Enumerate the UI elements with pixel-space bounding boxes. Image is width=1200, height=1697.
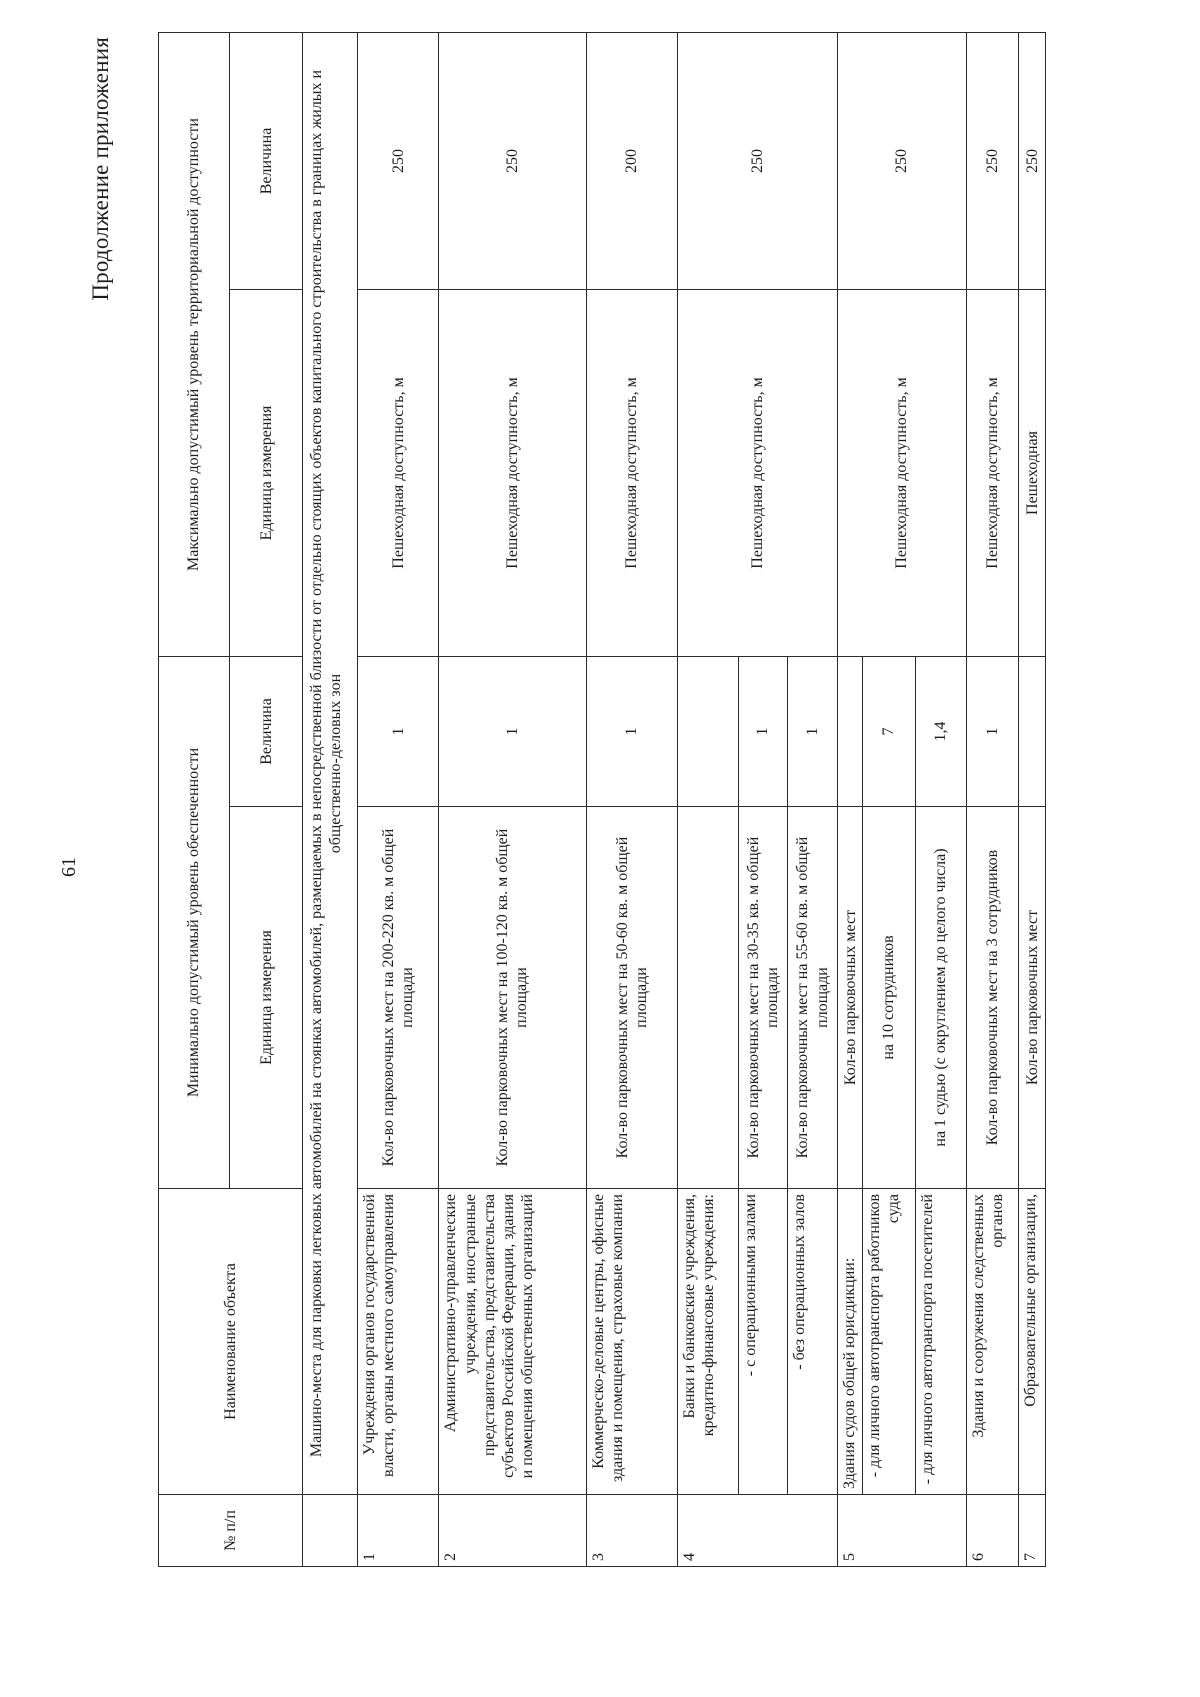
row-min-unit: Кол-во парковочных мест на 50-60 кв. м общей площади <box>586 807 677 1189</box>
row-min-unit: на 1 судью (с округлением до целого числа) <box>915 807 966 1189</box>
row-num: 7 <box>1019 1495 1046 1567</box>
row-max-value: 250 <box>358 32 439 289</box>
row-num: 4 <box>678 1495 838 1567</box>
row-num: 3 <box>586 1495 677 1567</box>
row-num: 1 <box>358 1495 439 1567</box>
row-min-value: 1 <box>439 656 586 806</box>
header-min-unit: Единица измерения <box>230 807 303 1189</box>
row-min-unit: на 10 сотрудников <box>863 807 916 1189</box>
header-max-unit: Единица измерения <box>230 289 303 656</box>
row-min-value: 1 <box>966 656 1019 806</box>
row-min-value: 1 <box>586 656 677 806</box>
header-max-value: Величина <box>230 32 303 289</box>
row-num: 6 <box>966 1495 1019 1567</box>
row-max-unit: Пешеходная доступность, м <box>678 289 838 656</box>
row-min-value: 1 <box>738 656 787 806</box>
row-max-value: 200 <box>586 32 677 289</box>
row-num: 2 <box>439 1495 586 1567</box>
section-title: Машино-места для парковки легковых автомобилей на стоянках автомобилей, размещаемых в непосредственной близости от отдельно стоящих объектов капитального строительства в границах жилых и общественно-деловых зон <box>303 32 358 1494</box>
row-max-value: 250 <box>1019 32 1046 289</box>
table-row <box>358 32 439 1566</box>
row-min-unit: Кол-во парковочных мест на 30-35 кв. м общей площади <box>738 807 787 1189</box>
row-min-unit: Кол-во парковочных мест на 200-220 кв. м общей площади <box>358 807 439 1189</box>
page-number: 61 <box>58 857 80 877</box>
continuation-title: Продолжение приложения <box>88 37 113 301</box>
table-row <box>966 32 1019 1566</box>
table-row <box>678 32 739 1566</box>
row-min-unit: Кол-во парковочных мест <box>1019 807 1046 1189</box>
row-min-unit: Кол-во парковочных мест на 100-120 кв. м общей площади <box>439 807 586 1189</box>
row-min-unit: Кол-во парковочных мест на 55-60 кв. м общей площади <box>787 807 838 1189</box>
row-min-value: 7 <box>863 656 916 806</box>
row-min-value: 1 <box>787 656 838 806</box>
header-row-1 <box>159 32 230 1566</box>
row-name: - для личного автотранспорта работников суда <box>863 1189 916 1495</box>
row-name: - без операционных залов <box>787 1189 838 1495</box>
row-name: Учреждения органов государственной власти, органы местного самоуправления <box>358 1189 439 1495</box>
row-max-value: 250 <box>838 32 966 289</box>
row-max-value: 250 <box>966 32 1019 289</box>
section-row <box>303 32 358 1566</box>
header-min-value: Величина <box>230 656 303 806</box>
row-min-unit: Кол-во парковочных мест <box>838 807 863 1189</box>
header-name: Наименование объекта <box>159 1189 303 1495</box>
row-max-unit: Пешеходная доступность, м <box>838 289 966 656</box>
table-row <box>838 32 863 1566</box>
row-min-value: 1 <box>358 656 439 806</box>
row-name: - с операционными залами <box>738 1189 787 1495</box>
row-min-unit: Кол-во парковочных мест на 3 сотрудников <box>966 807 1019 1189</box>
row-name: Здания судов общей юрисдикции: <box>838 1189 863 1495</box>
row-max-unit: Пешеходная доступность, м <box>586 289 677 656</box>
row-name: Коммерческо-деловые центры, офисные здания и помещения, страховые компании <box>586 1189 677 1495</box>
header-num: № п/п <box>159 1495 303 1567</box>
table-row <box>439 32 586 1566</box>
row-name: Здания и сооружения следственных органов <box>966 1189 1019 1495</box>
table-row <box>586 32 677 1566</box>
row-min-value: 1,4 <box>915 656 966 806</box>
row-max-value: 250 <box>439 32 586 289</box>
row-num: 5 <box>838 1495 966 1567</box>
parking-norms-table <box>158 32 1046 1567</box>
row-max-unit: Пешеходная <box>1019 289 1046 656</box>
row-name: Образовательные организации, <box>1019 1189 1046 1495</box>
row-name: - для личного автотранспорта посетителей <box>915 1189 966 1495</box>
row-max-value: 250 <box>678 32 838 289</box>
row-name: Банки и банковские учреждения, кредитно-финансовые учреждения: <box>678 1189 739 1495</box>
header-min-group: Минимально допустимый уровень обеспеченности <box>159 656 230 1188</box>
row-max-unit: Пешеходная доступность, м <box>358 289 439 656</box>
row-max-unit: Пешеходная доступность, м <box>439 289 586 656</box>
row-max-unit: Пешеходная доступность, м <box>966 289 1019 656</box>
row-name: Административно-управленческие учреждения, иностранные представительства, представительства субъектов Российской Федерации, здания и помещения общественных организаций <box>439 1189 586 1495</box>
header-max-group: Максимально допустимый уровень территориальной доступности <box>159 32 230 656</box>
table-row <box>1019 32 1046 1566</box>
